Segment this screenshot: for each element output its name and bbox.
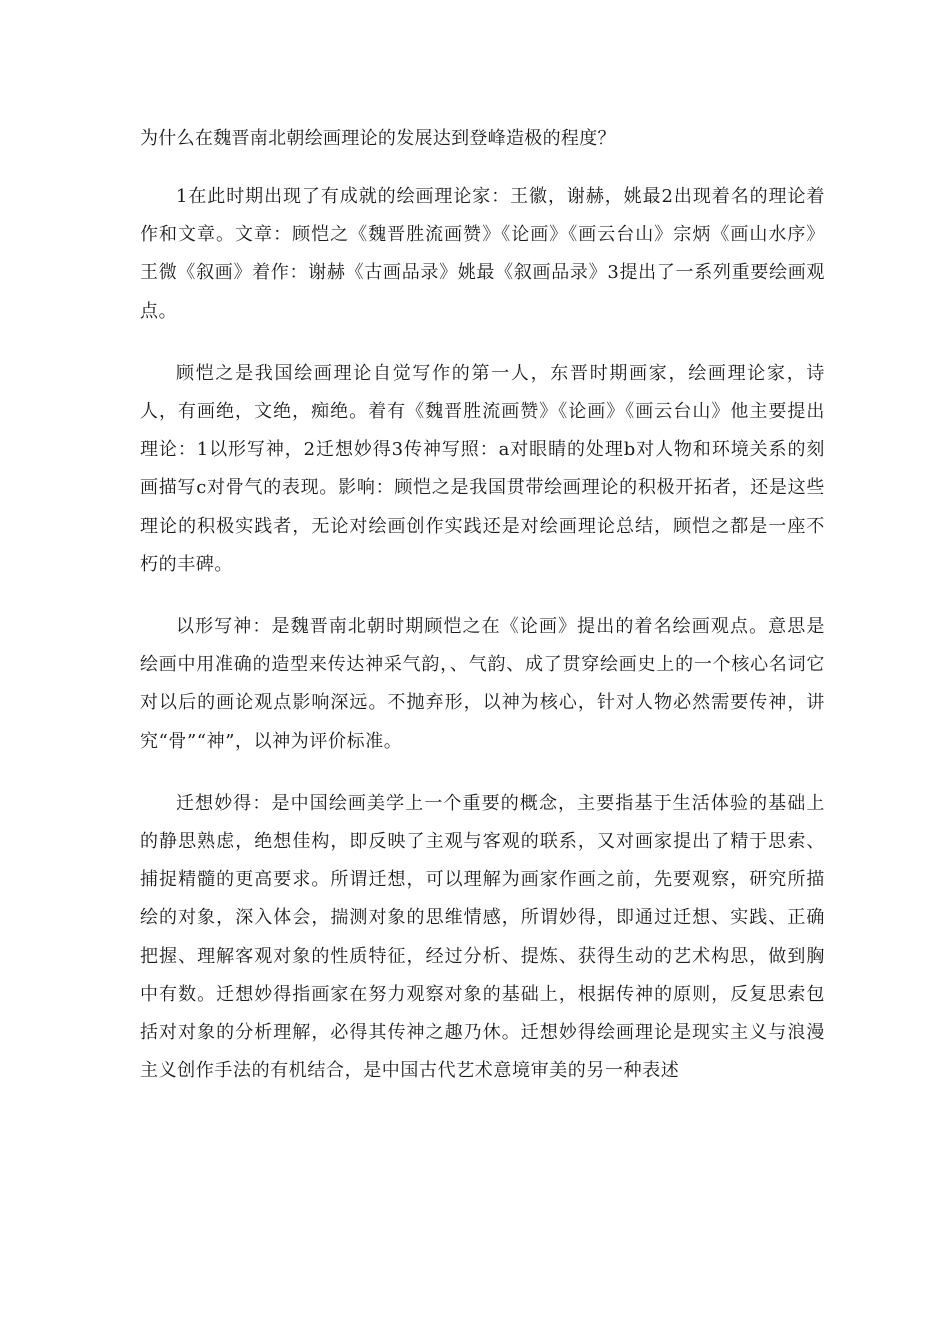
paragraph-2: 顾恺之是我国绘画理论自觉写作的第一人，东晋时期画家，绘画理论家，诗人，有画绝，文绝，痴绝。着有《魏晋胜流画赞》《论画》《画云台山》他主要提出理论：1以形写神，2迁想妙得3传神写照：a对眼睛的处理b对人物和环境关系的刻画描写c对骨气的表现。影响：顾恺之是我国贯带绘画理论的积极开拓者，还是这些理论的积极实践者，无论对绘画创作实践还是对绘画理论总结，顾恺之都是一座不朽的丰碑。 xyxy=(140,362,825,575)
document-page xyxy=(140,122,825,1114)
paragraph-4: 迁想妙得：是中国绘画美学上一个重要的概念，主要指基于生活体验的基础上的静思熟虑，绝想佳构，即反映了主观与客观的联系，又对画家提出了精于思索、捕捉精髓的更高要求。所谓迁想，可以理解为画家作画之前，先要观察，研究所描绘的对象，深入体会，揣测对象的思维情感，所谓妙得，即通过迁想、实践、正确把握、理解客观对象的性质特征，经过分析、提炼、获得生动的艺术构思，做到胸中有数。迁想妙得指画家在努力观察对象的基础上，根据传神的原则，反复思索包括对对象的分析理解，必得其传神之趣乃休。迁想妙得绘画理论是现实主义与浪漫主义创作手法的有机结合，是中国古代艺术意境审美的另一种表述 xyxy=(140,792,825,1082)
paragraph-1: 1在此时期出现了有成就的绘画理论家：王徽，谢赫，姚最2出现着名的理论着作和文章。文章：顾恺之《魏晋胜流画赞》《论画》《画云台山》宗炳《画山水序》王微《叙画》着作：谢赫《古画品录》姚最《叙画品录》3提出了一系列重要绘画观点。 xyxy=(140,186,825,322)
document-title: 为什么在魏晋南北朝绘画理论的发展达到登峰造极的程度？ xyxy=(140,128,616,149)
paragraph-3: 以形写神：是魏晋南北朝时期顾恺之在《论画》提出的着名绘画观点。意思是绘画中用准确的造型来传达神采气韵，、气韵、成了贯穿绘画史上的一个核心名词它对以后的画论观点影响深远。不抛弃形，以神为核心，针对人物必然需要传神，讲究“骨”“神”，以神为评价标准。 xyxy=(140,616,825,752)
